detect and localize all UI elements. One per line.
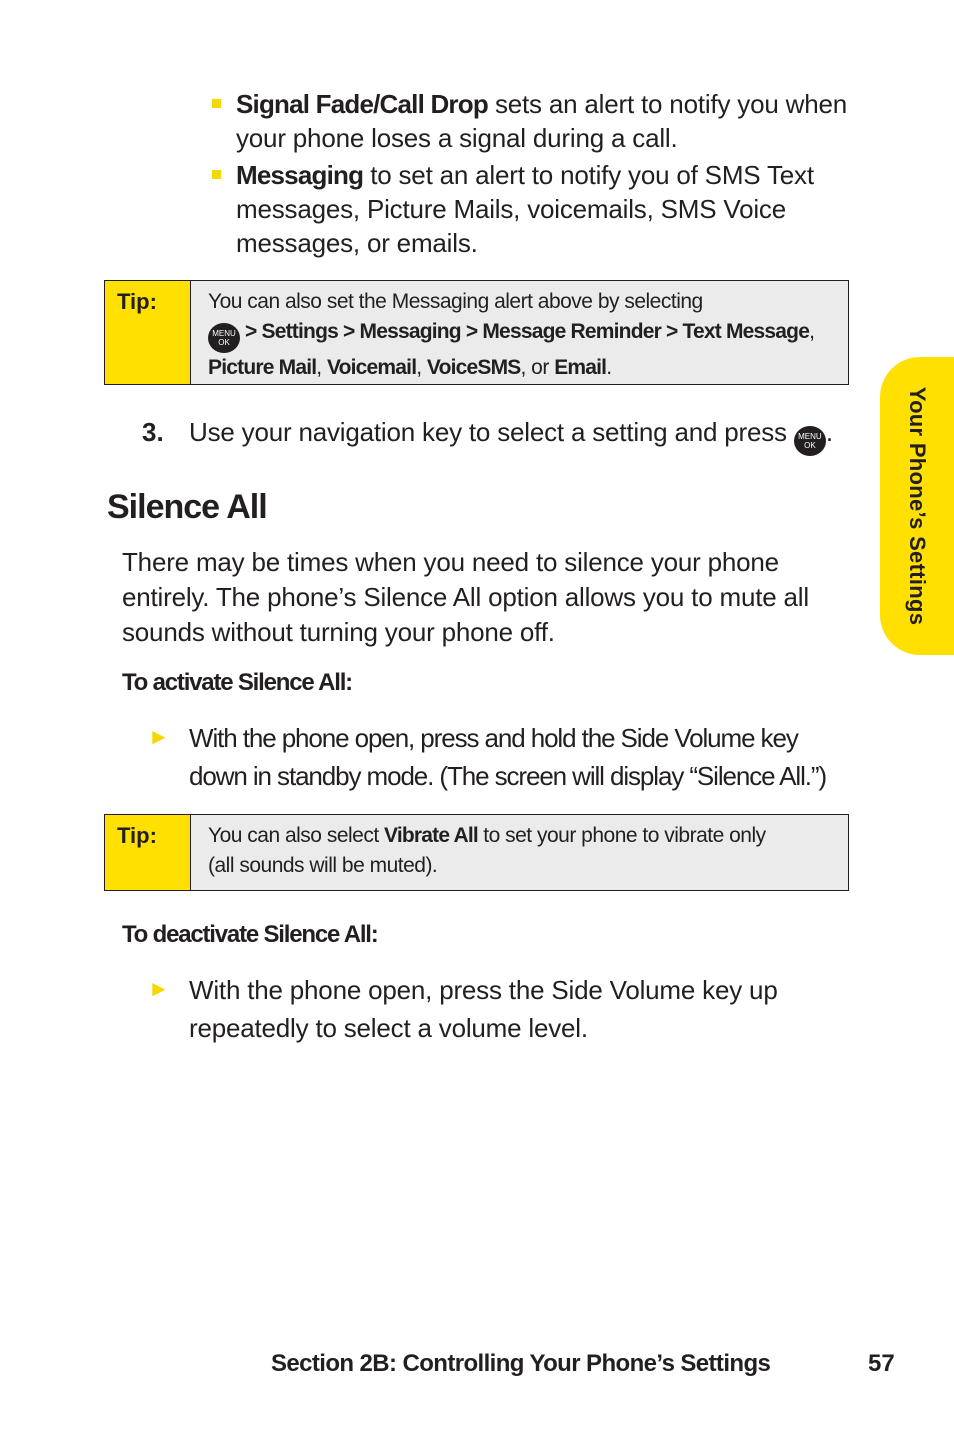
bullet-text: messages, Picture Mails, voicemails, SMS Voice xyxy=(236,194,786,224)
deactivate-heading: To deactivate Silence All: xyxy=(122,921,378,948)
tip-label: Tip: xyxy=(105,815,191,890)
tip-options: Picture Mail, Voicemail, VoiceSMS, or Email. xyxy=(208,356,612,379)
menu-ok-key-icon: MENU OK xyxy=(208,323,240,353)
bullet-text: messages, or emails. xyxy=(236,228,478,258)
tip-text: You can also select Vibrate All to set your phone to vibrate only (all sounds will be muted). xyxy=(208,824,766,877)
arrow-bullet-icon: ► xyxy=(148,724,170,749)
section-title: Silence All xyxy=(107,488,267,526)
tip-box-vibrate xyxy=(104,814,849,891)
menu-ok-key-icon: MENU OK xyxy=(794,426,826,456)
bullet-term: Messaging xyxy=(236,160,364,190)
bullet-square-icon xyxy=(212,99,221,108)
deactivate-instruction: With the phone open, press the Side Volume key up repeatedly to select a volume level. xyxy=(189,975,778,1043)
bullet-square-icon xyxy=(212,170,221,179)
tip-path: MENU OK > Settings > Messaging > Message Reminder > Text Message, xyxy=(208,317,834,353)
tip-text xyxy=(208,287,834,383)
chapter-side-tab-label: Your Phone’s Settings xyxy=(905,386,930,626)
tip-box-messaging xyxy=(104,280,849,385)
activate-instruction: With the phone open, press and hold the Side Volume key down in standby mode. (The screen will display “Silence All.”) xyxy=(189,723,826,791)
page-number: 57 xyxy=(868,1350,895,1377)
tip-label: Tip: xyxy=(105,281,191,384)
step-text: Use your navigation key to select a setting and press MENU OK . xyxy=(189,415,869,456)
activate-heading: To activate Silence All: xyxy=(122,669,352,696)
footer-section: Section 2B: Controlling Your Phone’s Settings xyxy=(271,1350,771,1377)
bullet-text: your phone loses a signal during a call. xyxy=(236,123,678,153)
step-number: 3. xyxy=(142,417,164,447)
menu-path: > Settings > Messaging > Message Reminder > Text Message xyxy=(240,320,810,343)
bullet-signal-fade xyxy=(236,87,876,155)
bullet-text: to set an alert to notify you of SMS Text xyxy=(363,160,814,190)
intro-paragraph: There may be times when you need to silence your phone entirely. The phone’s Silence All option allows you to mute all sounds without turning your phone off. xyxy=(122,547,809,647)
tip-line: You can also set the Messaging alert above by selecting xyxy=(208,290,703,313)
bullet-term: Signal Fade/Call Drop xyxy=(236,89,488,119)
bullet-messaging xyxy=(236,158,876,260)
bullet-text: sets an alert to notify you when xyxy=(487,89,847,119)
arrow-bullet-icon: ► xyxy=(148,976,170,1001)
